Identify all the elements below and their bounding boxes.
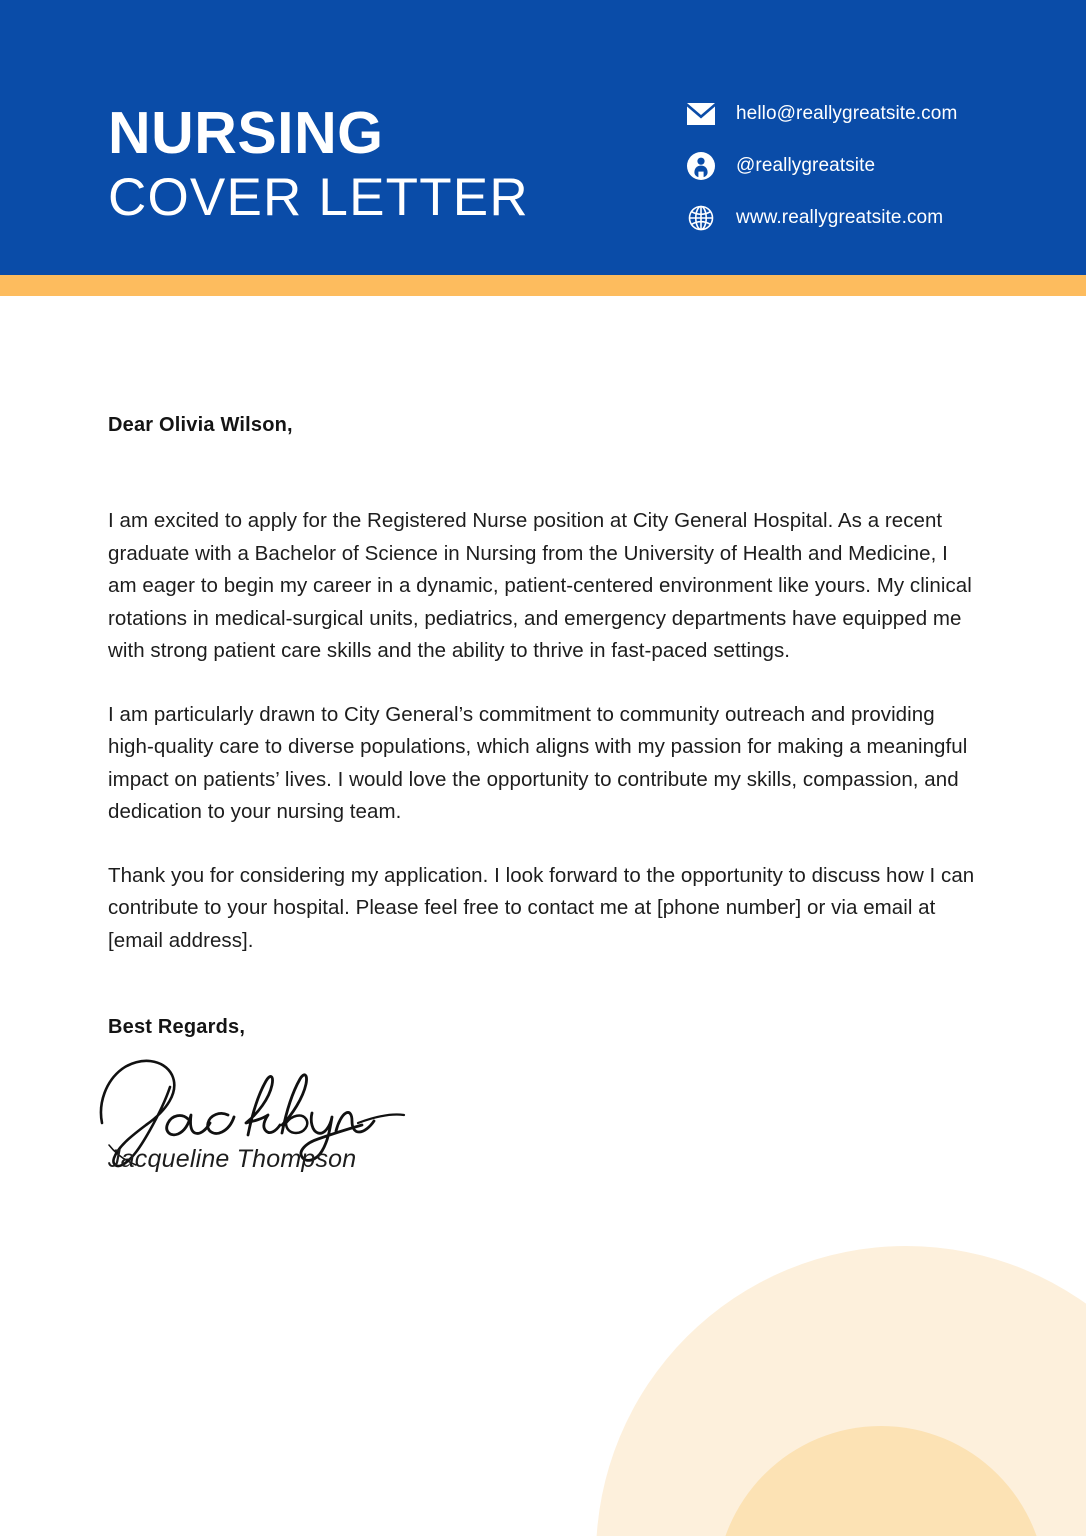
title-line-cover-letter: COVER LETTER [108,168,529,228]
contact-website-text: www.reallygreatsite.com [736,207,944,228]
decorative-corner-shapes [566,1236,1086,1536]
letter-paragraph: Thank you for considering my application. I look forward to the opportunity to discuss how I can contribute to your hospital. Please feel free to contact me at [phone number] or via email at [email address]. [108,863,975,952]
decorative-circle-small [716,1426,1046,1536]
signature-printed-name: Jacqueline Thompson [108,1145,357,1173]
header-banner [0,0,1086,275]
contact-item-social[interactable] [686,151,957,181]
contact-list [686,99,957,233]
contact-item-email[interactable] [686,99,957,129]
envelope-icon [686,99,716,129]
page-title [108,100,529,230]
signature-block [108,1045,978,1175]
contact-email-text: hello@reallygreatsite.com [736,103,958,124]
letter-paragraph: I am excited to apply for the Registered Nurse position at City General Hospital. As a recent graduate with a Bachelor of Science in Nursing from the University of Health and Medicine, I am eager to begin my career in a dynamic, patient-centered environment like yours. My clinical rotations in medical-surgical units, pediatrics, and emergency departments have equipped me with strong patient care skills and the ability to thrive in fast-paced settings. [108,509,972,662]
accent-bar [0,275,1086,296]
closing-phrase: Best Regards, [108,1016,246,1038]
letter-paragraph: I am particularly drawn to City General’s commitment to community outreach and providing high-quality care to diverse populations, which aligns with my passion for making a meaningful impact on patients’ lives. I would love the opportunity to contribute my skills, compassion, and dedication to your nursing team. [108,702,968,823]
decorative-circle-large [596,1246,1086,1536]
letter-body [0,414,1086,1175]
contact-item-website[interactable] [686,203,957,233]
person-circle-icon [686,151,716,181]
contact-social-text: @reallygreatsite [736,155,876,176]
letter-paragraphs [108,505,978,957]
title-line-nursing: NURSING [108,100,384,166]
salutation: Dear Olivia Wilson, [108,414,293,436]
globe-icon [686,203,716,233]
